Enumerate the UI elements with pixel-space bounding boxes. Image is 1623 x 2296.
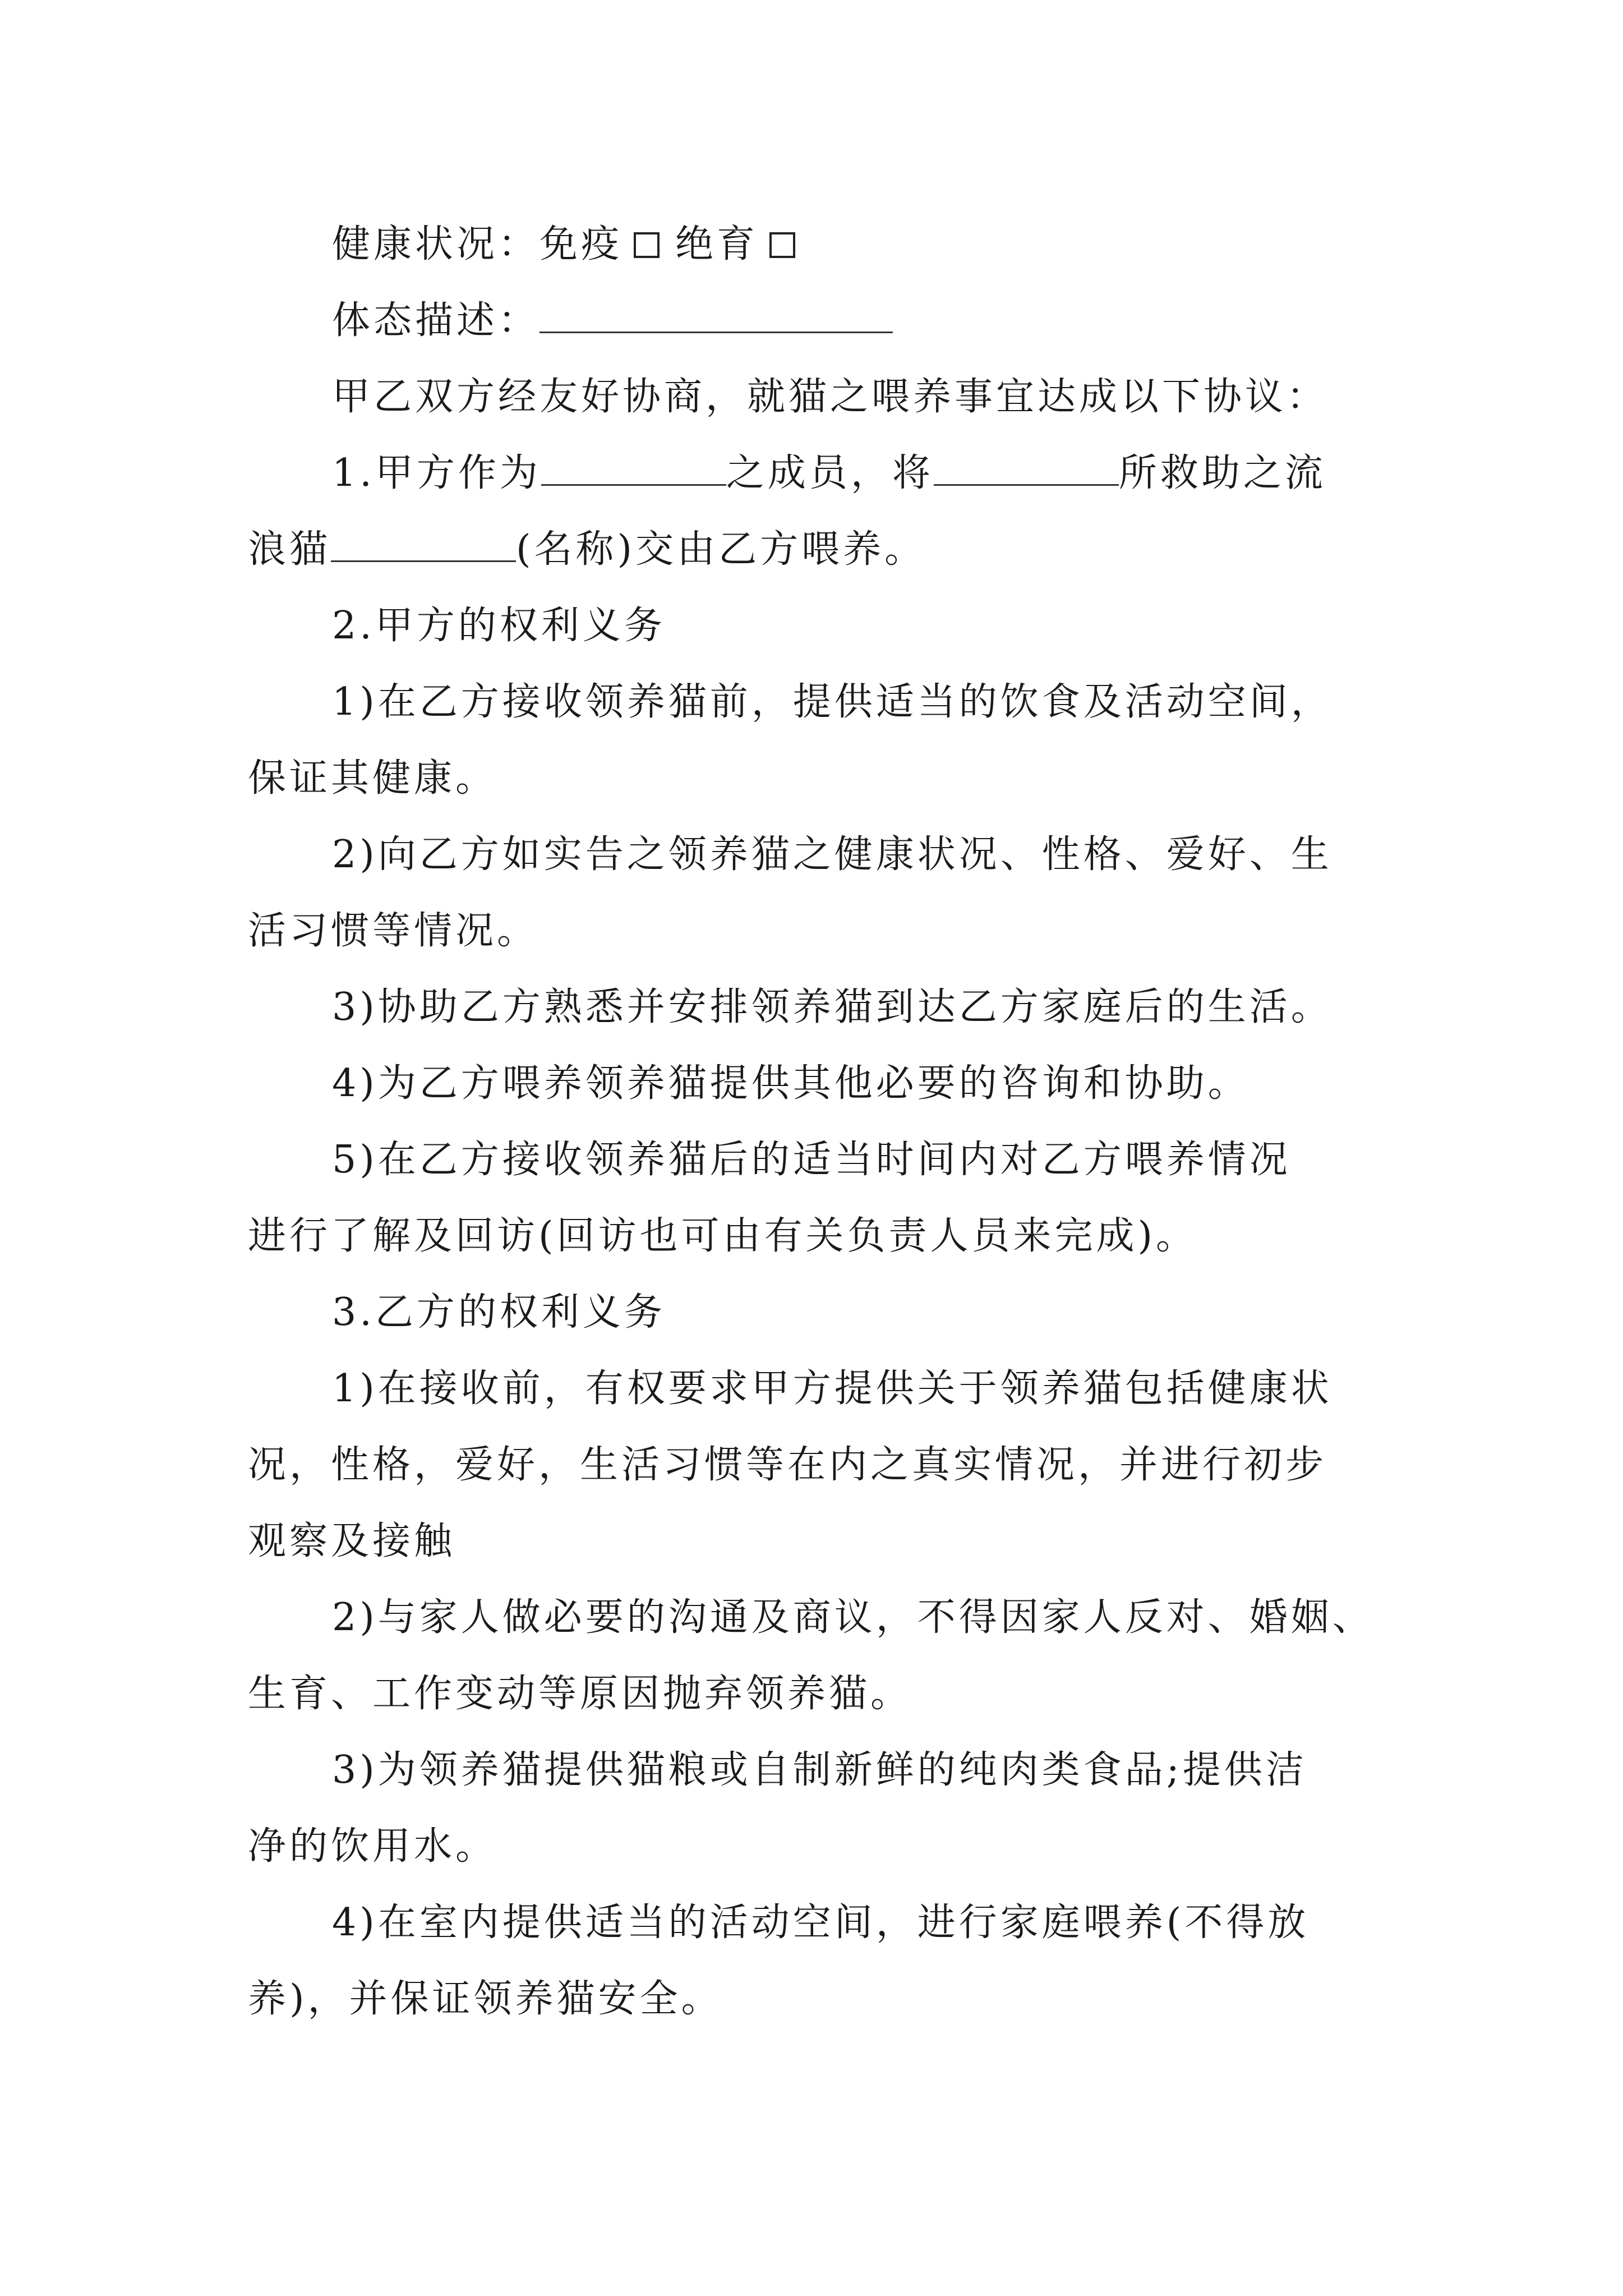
clause1-text-1: 1.甲方作为 (332, 451, 541, 495)
clause2-item-5-line-2: 进行了解及回访(回访也可由有关负责人员来完成)。 (248, 1214, 1198, 1258)
clause3-item-3 (248, 1732, 1386, 1885)
clause3-item-2 (248, 1580, 1386, 1732)
clause3-item-4-line-2: 养)，并保证领养猫安全。 (248, 1977, 723, 2021)
clause3-item-4-line-1: 4)在室内提供适当的活动空间，进行家庭喂养(不得放 (332, 1901, 1310, 1945)
health-status-row (248, 206, 1386, 283)
clause1-text-4: 浪猫 (248, 527, 331, 572)
clause2-item-3-line-1: 3)协助乙方熟悉并安排领养猫到达乙方家庭后的生活。 (332, 985, 1332, 1029)
clause2-item-4 (248, 1046, 1386, 1122)
clause2-item-2 (248, 817, 1386, 969)
clause-2-heading (248, 588, 1386, 664)
clause3-heading-text: 3.乙方的权利义务 (332, 1290, 666, 1335)
clause3-item-1 (248, 1351, 1386, 1580)
clause2-item-4-line-1: 4)为乙方喂养领养猫提供其他必要的咨询和协助。 (332, 1061, 1249, 1106)
vaccinated-label: 免疫 (540, 222, 623, 266)
clause3-item-3-line-1: 3)为领养猫提供猫粮或自制新鲜的纯肉类食品;提供洁 (332, 1748, 1307, 1792)
clause3-item-2-line-1: 2)与家人做必要的沟通及商议，不得因家人反对、婚姻、 (332, 1595, 1374, 1640)
clause1-text-3: 所救助之流 (1118, 451, 1326, 495)
clause3-item-1-line-3: 观察及接触 (248, 1519, 456, 1563)
clause2-item-1-line-1: 1)在乙方接收领养猫前，提供适当的饮食及活动空间， (332, 680, 1332, 724)
clause1-text-2: 之成员，将 (726, 451, 934, 495)
clause1-text-5: (名称)交由乙方喂养。 (516, 527, 926, 572)
clause-3-heading (248, 1274, 1386, 1351)
clause3-item-2-line-2: 生育、工作变动等原因抛弃领养猫。 (248, 1672, 912, 1716)
clause3-item-1-line-1: 1)在接收前，有权要求甲方提供关于领养猫包括健康状 (332, 1366, 1332, 1411)
intro-text: 甲乙双方经友好协商，就猫之喂养事宜达成以下协议： (332, 375, 1329, 419)
clause-1 (248, 435, 1386, 588)
clause2-item-1-line-2: 保证其健康。 (248, 756, 497, 800)
clause3-item-1-line-2: 况，性格，爱好，生活习惯等在内之真实情况，并进行初步 (248, 1443, 1327, 1487)
clause2-item-3 (248, 969, 1386, 1046)
body-description-label: 体态描述： (332, 298, 540, 343)
clause2-heading-text: 2.甲方的权利义务 (332, 604, 666, 648)
clause3-item-4 (248, 1885, 1386, 2037)
neutered-checkbox[interactable] (769, 232, 795, 258)
health-status-label: 健康状况： (332, 222, 540, 266)
body-description-blank[interactable] (540, 299, 893, 333)
clause2-item-1 (248, 664, 1386, 817)
neutered-label: 绝育 (675, 222, 759, 266)
clause2-item-5-line-1: 5)在乙方接收领养猫后的适当时间内对乙方喂养情况 (332, 1138, 1291, 1182)
clause2-item-2-line-1: 2)向乙方如实告之领养猫之健康状况、性格、爱好、生 (332, 832, 1332, 877)
vaccinated-checkbox[interactable] (634, 232, 660, 258)
cat-name-blank[interactable] (331, 528, 516, 562)
intro-paragraph (248, 359, 1386, 435)
body-description-row (248, 283, 1386, 359)
rescuer-blank[interactable] (934, 452, 1119, 486)
clause2-item-2-line-2: 活习惯等情况。 (248, 909, 539, 953)
organization-blank[interactable] (541, 452, 726, 486)
clause3-item-3-line-2: 净的饮用水。 (248, 1824, 497, 1869)
clause2-item-5 (248, 1122, 1386, 1274)
